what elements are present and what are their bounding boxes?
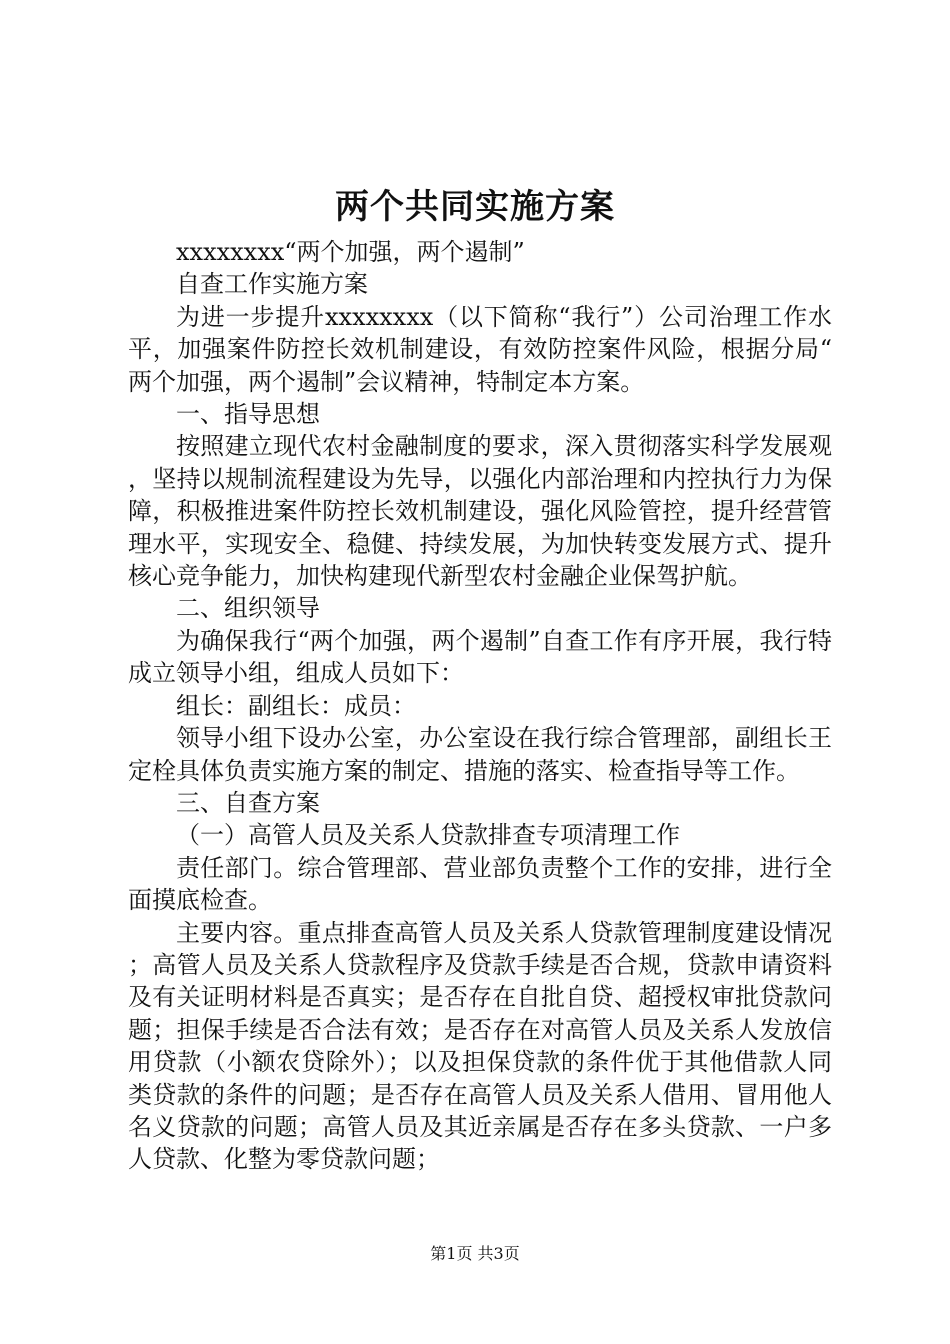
paragraph-office: 领导小组下设办公室，办公室设在我行综合管理部，副组长王定栓具体负责实施方案的制定、措施的落实、检查指导等工作。 [128,724,832,785]
paragraph-members: 组长：副组长：成员： [176,691,416,720]
paragraph-responsible-dept: 责任部门。综合管理部、营业部负责整个工作的安排，进行全面摸底检查。 [128,853,832,915]
document-body [128,236,832,1176]
paragraph-intro: 为进一步提升xxxxxxxx（以下简称“我行”）公司治理工作水平，加强案件防控长效机制建设，有效防控案件风险，根据分局“两个加强，两个遏制”会议精神，特制定本方案。 [128,302,832,396]
document-title: 两个共同实施方案 [335,187,615,227]
subsection-heading-loans: （一）高管人员及关系人贷款排查专项清理工作 [176,821,680,850]
section-heading-self-check: 三、自查方案 [176,788,320,817]
page-number-footer: 第1页 共3页 [430,1244,520,1263]
paragraph-main-content: 主要内容。重点排查高管人员及关系人贷款管理制度建设情况；高管人员及关系人贷款程序及贷款手续是否合规，贷款申请资料及有关证明材料是否真实；是否存在自批自贷、超授权审批贷款问题；担保手续是否合法有效；是否存在对高管人员及关系人发放信用贷款（小额农贷除外）；以及担保贷款的条件优于其他借款人同类贷款的条件的问题；是否存在高管人员及关系人借用、冒用他人名义贷款的问题；高管人员及其近亲属是否存在多头贷款、一户多人贷款、化整为零贷款问题； [128,918,832,1174]
section-heading-guiding-thought: 一、指导思想 [176,400,320,429]
paragraph-guiding-thought: 按照建立现代农村金融制度的要求，深入贯彻落实科学发展观，坚持以规制流程建设为先导，以强化内部治理和内控执行力为保障，积极推进案件防控长效机制建设，强化风险管控，提升经营管理水平，实现安全、稳健、持续发展，为加快转变发展方式、提升核心竞争能力，加快构建现代新型农村金融企业保驾护航。 [128,432,832,591]
paragraph-heading-line-2: 自查工作实施方案 [176,270,368,299]
paragraph-heading-line-1: xxxxxxxx“两个加强，两个遏制” [176,238,525,266]
section-heading-organization: 二、组织领导 [176,594,320,623]
paragraph-organization: 为确保我行“两个加强，两个遏制”自查工作有序开展，我行特成立领导小组，组成人员如下： [128,626,832,688]
